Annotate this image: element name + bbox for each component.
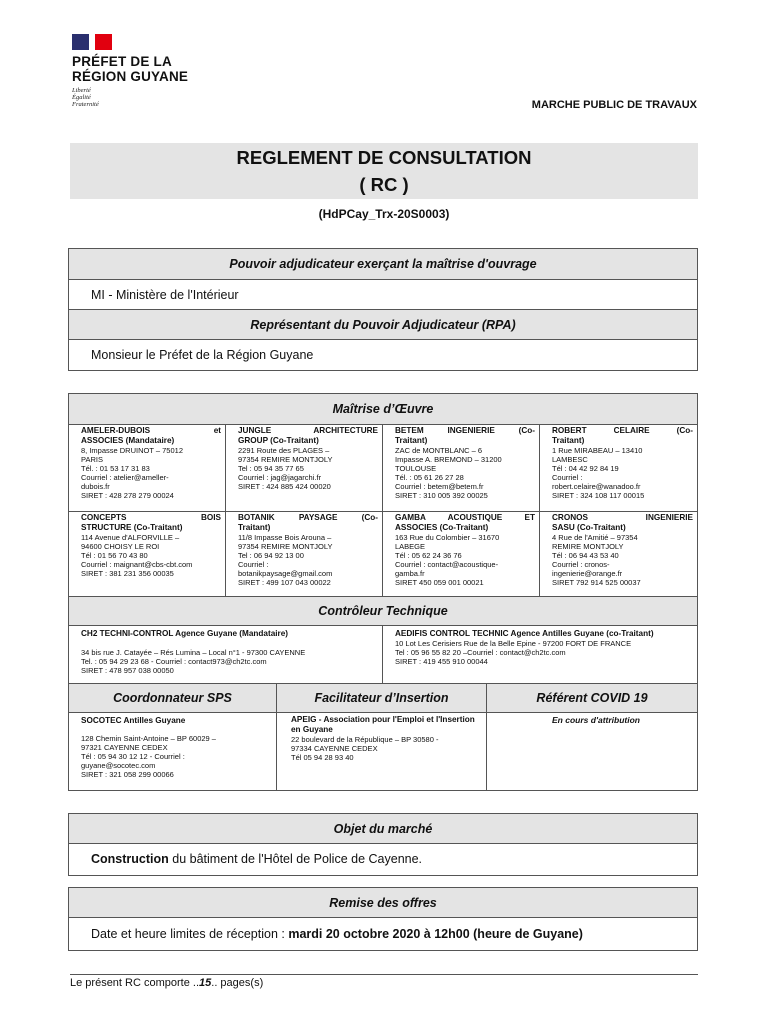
siret-line: SIRET : 478 957 038 00050 [81,666,174,675]
siret-line: SIRET : 321 058 299 00066 [81,770,174,779]
address-line: 10 Lot Les Cerisiers Rue de la Belle Epine - 97200 FORT DE FRANCE [395,639,632,648]
moe-member-cell [226,512,383,596]
moe-member-cell [69,425,226,511]
contact-line: 2291 Route des PLAGES – [238,446,330,455]
contact-line: Courriel : [238,560,269,569]
motto-fraternite: Fraternité [72,101,99,108]
contact-line: TOULOUSE [395,464,437,473]
insertion-cell [277,713,487,790]
contact-line: 114 Avenue d'ALFORVILLE – [81,533,180,542]
company-name: SOCOTEC Antilles Guyane [81,716,186,725]
title-line-1: REGLEMENT DE CONSULTATION [236,147,532,168]
page-footer [70,974,698,989]
sps-cell [69,713,277,790]
remise-section [68,887,698,951]
footer-page-count: 15 [199,977,212,989]
contact-line: Tel : 05 94 35 77 65 [238,464,304,473]
covid-header: Référent COVID 19 [536,691,648,705]
address-line: 97321 CAYENNE CEDEX [81,743,168,752]
logo-line-2: RÉGION GUYANE [72,69,189,84]
footer-pre: Le présent RC comporte .. [70,977,200,989]
contact-line: ZAC de MONTBLANC – 6 [395,446,483,455]
company-role: ASSOCIES (Mandataire) [81,436,175,445]
contact-line: 1 Rue MIRABEAU – 13410 [552,446,643,455]
logo-line-1: PRÉFET DE LA [72,54,172,69]
moe-member-cell [226,425,383,511]
motto-liberte: Liberté [72,87,91,94]
contact-line: Tél : 05 62 24 36 76 [395,551,462,560]
contact-line: Courriel : jag@jagarchi.fr [238,473,322,482]
company-role: SASU (Co-Traitant) [552,523,626,532]
objet-bold: Construction [91,852,169,866]
contact-line: guyane@socotec.com [81,761,156,770]
contact-line: Tel. : 05 94 29 23 68 - Courriel : contact973@ch2tc.com [81,657,267,666]
moe-member-cell [540,425,697,511]
controleur-row [69,626,697,684]
contact-line: Courriel : contact@acoustique- [395,560,499,569]
contact-line: Courriel : cronos- [552,560,610,569]
objet-rest: du bâtiment de l'Hôtel de Police de Cayenne. [168,852,423,866]
roles-header-row [69,684,697,713]
covid-cell: En cours d'attribution [552,715,640,725]
contact-line: Courriel : maignant@cbs-cbt.com [81,560,193,569]
moe-row-2 [69,512,697,597]
contact-line: SIRET 450 059 001 00021 [395,578,484,587]
contact-line: REMIRE MONTJOLY [552,542,624,551]
remise-value [69,918,697,950]
contact-line: Tel : 05 96 55 82 20 –Courriel : contact@ch2tc.com [395,648,566,657]
contact-line: 97354 REMIRE MONTJOLY [238,455,333,464]
intervenants-section [68,393,698,791]
contact-line: PARIS [81,455,103,464]
pouvoir-section [68,248,698,371]
contact-line: ingenierie@orange.fr [552,569,623,578]
insertion-header: Facilitateur d’Insertion [277,684,487,712]
contact-line: Tel : 06 94 92 13 00 [238,551,304,560]
moe-row-1 [69,425,697,512]
siret-line: SIRET : 419 455 910 00044 [395,657,488,666]
contact-line: 4 Rue de l'Amitié – 97354 [552,533,638,542]
company-role: STRUCTURE (Co-Traitant) [81,523,183,532]
title-line-2: ( RC ) [359,174,409,195]
company-role: GROUP (Co-Traitant) [238,436,319,445]
document-title [70,143,698,199]
contact-line: SIRET : 499 107 043 00022 [238,578,331,587]
motto-egalite: Égalité [72,94,91,101]
company-role: Traitant) [238,523,271,532]
contact-line: robert.celaire@wanadoo.fr [552,482,641,491]
contact-line: botanikpaysage@gmail.com [238,569,333,578]
moe-member-cell [69,512,226,596]
contact-line: Tél. : 01 53 17 31 83 [81,464,150,473]
remise-header: Remise des offres [69,888,697,918]
contact-line: Tél. : 05 61 26 27 28 [395,473,464,482]
moe-member-cell [383,425,540,511]
contact-line: LAMBESC [552,455,588,464]
marianne-flag-icon [72,34,112,50]
remise-label: Date et heure limites de réception : [91,927,289,941]
rpa-header: Représentant du Pouvoir Adjudicateur (RPA) [69,310,697,340]
footer-post: .. pages(s) [211,977,264,989]
contact-line: Courriel : atelier@ameller- [81,473,169,482]
contact-line: 8, Impasse DRUINOT – 75012 [81,446,183,455]
company-name: BOTANIK PAYSAGE (Co- [238,513,378,522]
contact-line: 97354 REMIRE MONTJOLY [238,542,333,551]
moe-member-cell [383,512,540,596]
contact-line: SIRET : 381 231 356 00035 [81,569,174,578]
moe-header: Maîtrise d’Œuvre [69,394,697,425]
objet-value [69,844,697,875]
objet-header: Objet du marché [69,814,697,844]
contact-line: 163 Rue du Colombier – 31670 [395,533,500,542]
contact-line: Courriel : [552,473,583,482]
company-role: Traitant) [395,436,428,445]
company-name: JUNGLE ARCHITECTURE [238,426,378,435]
sps-header: Coordonnateur SPS [69,684,277,712]
market-type: MARCHE PUBLIC DE TRAVAUX [531,99,697,111]
contact-line: SIRET : 310 005 392 00025 [395,491,488,500]
contact-line: gamba.fr [395,569,425,578]
objet-section [68,813,698,876]
company-role: Traitant) [552,436,585,445]
pouvoir-header: Pouvoir adjudicateur exerçant la maîtrise d'ouvrage [69,249,697,280]
company-role: ASSOCIES (Co-Traitant) [395,523,489,532]
contact-line: Tél : 04 42 92 84 19 [552,464,619,473]
controleur-mandataire [69,626,383,683]
moe-member-cell [540,512,697,596]
contact-line: SIRET 792 914 525 00037 [552,578,641,587]
company-name: CRONOS INGENIERIE [552,513,693,522]
contact-line: SIRET : 424 885 424 00020 [238,482,331,491]
company-name: AEDIFIS CONTROL TECHNIC Agence Antilles Guyane (co-Traitant) [395,629,654,638]
contact-line: dubois.fr [81,482,110,491]
controleur-cotraitant [383,626,697,683]
roles-row [69,713,697,790]
document-reference: (HdPCay_Trx-20S0003) [318,207,450,221]
rpa-value: Monsieur le Préfet de la Région Guyane [91,348,314,362]
company-name: APEIG - Association pour l'Emploi et l'Insertion en Guyane [291,715,475,734]
company-name: GAMBA ACOUSTIQUE ET [395,513,535,522]
pouvoir-value: MI - Ministère de l'Intérieur [69,280,697,310]
contact-line: Tél : 05 94 30 12 12 - Courriel : [81,752,185,761]
company-name: ROBERT CELAIRE (Co- [552,426,693,435]
company-name: AMELER-DUBOIS et [81,426,221,435]
contact-line: LABEGE [395,542,426,551]
contact-line: Tél : 01 56 70 43 80 [81,551,148,560]
company-name: CONCEPTS BOIS [81,513,221,522]
address-line: 97334 CAYENNE CEDEX [291,744,378,753]
contact-line: Courriel : betem@betem.fr [395,482,484,491]
company-name: CH2 TECHNI-CONTROL Agence Guyane (Mandataire) [81,629,288,638]
contact-line: Tél : 06 94 43 53 40 [552,551,619,560]
contact-line: Tél 05 94 28 93 40 [291,753,354,762]
prefecture-logo [72,34,212,108]
contact-line: 94600 CHOISY LE ROI [81,542,160,551]
remise-date: mardi 20 octobre 2020 à 12h00 (heure de Guyane) [288,927,583,941]
contact-line: Impasse A. BREMOND – 31200 [395,455,502,464]
contact-line: SIRET : 428 278 279 00024 [81,491,174,500]
controleur-header: Contrôleur Technique [69,597,697,626]
address-line: 34 bis rue J. Catayée – Rés Lumina – Local n°1 - 97300 CAYENNE [81,648,306,657]
contact-line: SIRET : 324 108 117 00015 [552,491,645,500]
address-line: 22 boulevard de la République – BP 30580 - [291,735,439,744]
contact-line: 11/8 Impasse Bois Arouna – [238,533,332,542]
company-name: BETEM INGENIERIE (Co- [395,426,535,435]
address-line: 128 Chemin Saint-Antoine – BP 60029 – [81,734,216,743]
